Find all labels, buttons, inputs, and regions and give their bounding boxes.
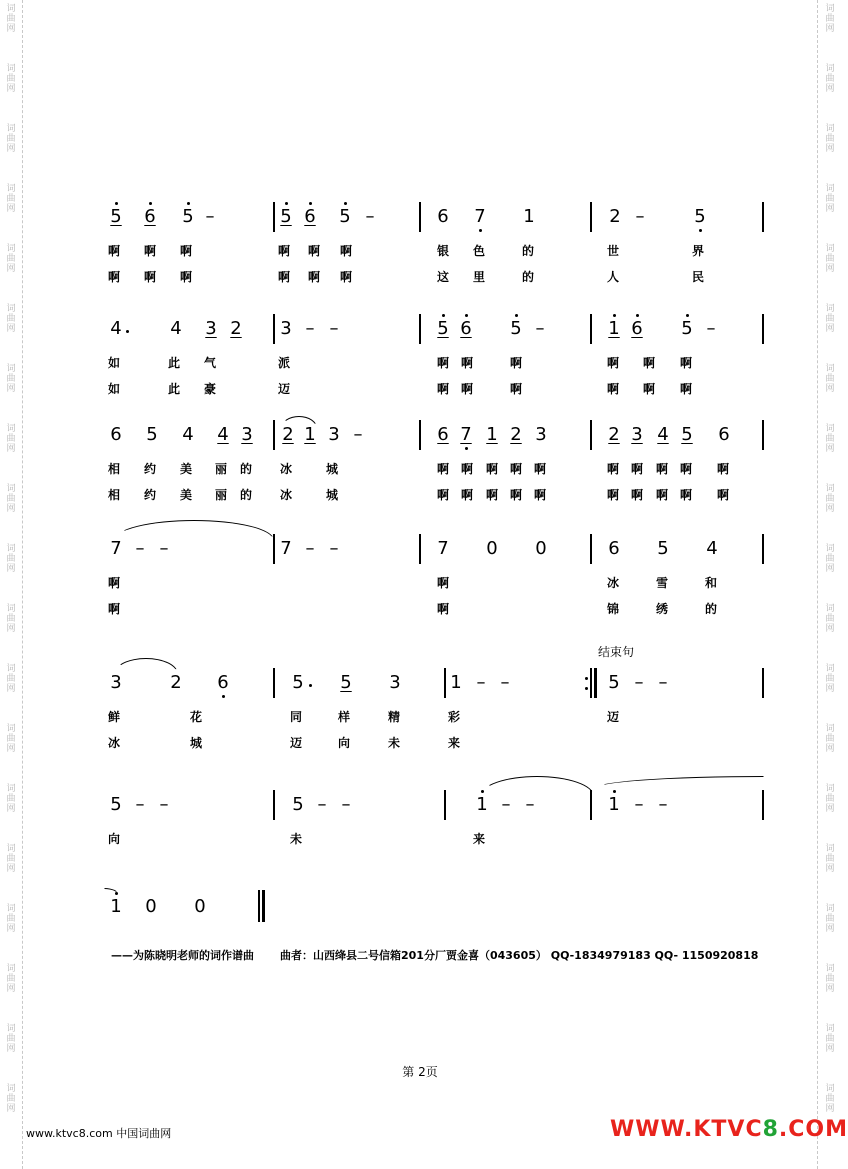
bar-line bbox=[273, 202, 275, 232]
note: 1 bbox=[106, 897, 126, 917]
note-dash: – bbox=[658, 672, 668, 693]
lyric: 的 bbox=[522, 270, 535, 284]
bar-line bbox=[273, 668, 275, 698]
bar-line bbox=[590, 534, 592, 564]
note-dash: – bbox=[305, 318, 315, 339]
watermark-text: 词 曲 网 bbox=[6, 4, 16, 34]
lyric: 啊 bbox=[461, 382, 474, 396]
lyric: 色 bbox=[473, 244, 486, 258]
note: 4 bbox=[706, 538, 718, 559]
note: 1 bbox=[486, 424, 498, 445]
tie bbox=[114, 520, 274, 540]
note: 5 bbox=[106, 207, 126, 227]
lyric: 丽 bbox=[215, 488, 228, 502]
watermark-text: 词 曲 网 bbox=[6, 604, 16, 634]
lyric: 未 bbox=[388, 736, 401, 750]
lyric: 啊 bbox=[631, 462, 644, 476]
note: 1 bbox=[472, 795, 492, 815]
lyric: 彩 bbox=[448, 710, 461, 724]
watermark-text: 词 曲 网 bbox=[6, 1024, 16, 1054]
lyric: 绣 bbox=[656, 602, 669, 616]
note-dash: – bbox=[476, 672, 486, 693]
lyric: 锦 bbox=[607, 602, 620, 616]
lyric: 啊 bbox=[144, 244, 157, 258]
lyric: 世 bbox=[607, 244, 620, 258]
note: 6 bbox=[110, 424, 122, 445]
watermark-text: 词 曲 网 bbox=[825, 604, 835, 634]
note: 2 bbox=[282, 424, 294, 445]
note-dash: – bbox=[658, 794, 668, 815]
site-link-left[interactable]: www.ktvc8.com 中国词曲网 bbox=[26, 1127, 172, 1140]
lyric: 啊 bbox=[437, 488, 450, 502]
lyric: 迈 bbox=[278, 382, 291, 396]
note: 6 bbox=[300, 207, 320, 227]
lyric: 啊 bbox=[108, 270, 121, 284]
note-dash: – bbox=[706, 318, 716, 339]
lyric: 啊 bbox=[144, 270, 157, 284]
watermark-text: 词 曲 网 bbox=[825, 124, 835, 154]
note: 1 bbox=[450, 672, 462, 693]
lyric: 来 bbox=[448, 736, 461, 750]
lyric: 雪 bbox=[656, 576, 669, 590]
lyric: 未 bbox=[290, 832, 303, 846]
bar-line bbox=[273, 420, 275, 450]
lyric: 丽 bbox=[215, 462, 228, 476]
augmentation-dot bbox=[126, 330, 129, 333]
bar-line bbox=[590, 790, 592, 820]
lyric: 啊 bbox=[656, 462, 669, 476]
note: 5 bbox=[276, 207, 296, 227]
lyric: 啊 bbox=[108, 244, 121, 258]
lyric: 啊 bbox=[461, 356, 474, 370]
note-dash: – bbox=[341, 794, 351, 815]
watermark-text: 词 曲 网 bbox=[6, 304, 16, 334]
lyric: 啊 bbox=[510, 462, 523, 476]
lyric: 美 bbox=[180, 462, 193, 476]
bar-line bbox=[590, 420, 592, 450]
note: 2 bbox=[510, 424, 522, 445]
watermark-text: 词 曲 网 bbox=[825, 724, 835, 754]
lyric: 啊 bbox=[486, 462, 499, 476]
bar-line bbox=[419, 314, 421, 344]
note: 5 bbox=[146, 424, 158, 445]
bar-line bbox=[762, 314, 764, 344]
repeat-dot bbox=[585, 687, 588, 690]
bar-line bbox=[762, 668, 764, 698]
lyric: 和 bbox=[705, 576, 718, 590]
note: 3 bbox=[631, 424, 643, 445]
bar-line bbox=[590, 314, 592, 344]
watermark-text: 词 曲 网 bbox=[825, 364, 835, 394]
lyric: 约 bbox=[144, 462, 157, 476]
bar-line bbox=[419, 534, 421, 564]
lyric: 啊 bbox=[278, 244, 291, 258]
bar-line bbox=[762, 420, 764, 450]
ending-label: 结束句 bbox=[598, 645, 635, 659]
lyric: 啊 bbox=[461, 462, 474, 476]
tie bbox=[480, 776, 594, 796]
bar-line bbox=[590, 202, 592, 232]
lyric: 啊 bbox=[643, 382, 656, 396]
lyric: 相 bbox=[108, 462, 121, 476]
note: 4 bbox=[182, 424, 194, 445]
lyric: 啊 bbox=[308, 244, 321, 258]
lyric: 城 bbox=[326, 462, 339, 476]
note: 0 bbox=[194, 896, 206, 917]
watermark-text: 词 曲 网 bbox=[6, 544, 16, 574]
note: 6 bbox=[213, 673, 233, 693]
lyric: 啊 bbox=[437, 602, 450, 616]
lyric: 这 bbox=[437, 270, 450, 284]
note: 6 bbox=[140, 207, 160, 227]
lyric: 鲜 bbox=[108, 710, 121, 724]
note-dash: – bbox=[525, 794, 535, 815]
note-dash: – bbox=[317, 794, 327, 815]
note: 4 bbox=[170, 318, 182, 339]
note-dash: – bbox=[135, 538, 145, 559]
repeat-dot bbox=[585, 677, 588, 680]
note: 4 bbox=[657, 424, 669, 445]
lyric: 派 bbox=[278, 356, 291, 370]
bar-line bbox=[273, 534, 275, 564]
note: 3 bbox=[280, 318, 292, 339]
lyric: 人 bbox=[607, 270, 620, 284]
lyric: 城 bbox=[326, 488, 339, 502]
repeat-bar-thin bbox=[590, 668, 592, 698]
composer-info: 曲者：山西绛县二号信箱201分厂贾金喜（043605） QQ-1834979183 QQ- 1150920818 bbox=[280, 949, 759, 962]
note: 7 bbox=[110, 538, 122, 559]
note: 5 bbox=[690, 207, 710, 227]
dedication: ——为陈晓明老师的词作谱曲 bbox=[111, 949, 254, 962]
watermark-text: 词 曲 网 bbox=[6, 364, 16, 394]
watermark-text: 词 曲 网 bbox=[6, 1084, 16, 1114]
note: 6 bbox=[437, 206, 449, 227]
watermark-text: 词 曲 网 bbox=[825, 304, 835, 334]
bar-line bbox=[444, 790, 446, 820]
lyric: 向 bbox=[108, 832, 121, 846]
lyric: 啊 bbox=[510, 488, 523, 502]
bar-line bbox=[419, 420, 421, 450]
augmentation-dot bbox=[309, 684, 312, 687]
bar-line bbox=[762, 790, 764, 820]
tie bbox=[104, 888, 120, 896]
note: 6 bbox=[456, 319, 476, 339]
lyric: 啊 bbox=[607, 488, 620, 502]
lyric: 的 bbox=[240, 488, 253, 502]
note: 5 bbox=[292, 794, 304, 815]
note: 5 bbox=[340, 672, 352, 693]
watermark-text: 词 曲 网 bbox=[825, 964, 835, 994]
logo-text-b: 8 bbox=[762, 1117, 779, 1142]
lyric: 啊 bbox=[461, 488, 474, 502]
note: 5 bbox=[335, 207, 355, 227]
note-dash: – bbox=[353, 424, 363, 445]
lyric: 民 bbox=[692, 270, 705, 284]
lyric: 城 bbox=[190, 736, 203, 750]
note: 3 bbox=[389, 672, 401, 693]
note-dash: – bbox=[501, 794, 511, 815]
lyric: 冰 bbox=[108, 736, 121, 750]
lyric: 迈 bbox=[290, 736, 303, 750]
note-dash: – bbox=[500, 672, 510, 693]
repeat-bar-thick bbox=[594, 668, 597, 698]
watermark-text: 词 曲 网 bbox=[6, 844, 16, 874]
final-bar-thick bbox=[262, 890, 265, 922]
lyric: 啊 bbox=[437, 576, 450, 590]
lyric: 冰 bbox=[280, 462, 293, 476]
note: 2 bbox=[609, 206, 621, 227]
logo-text-c: .COM bbox=[778, 1117, 848, 1142]
lyric: 花 bbox=[190, 710, 203, 724]
slur bbox=[114, 658, 178, 674]
bar-line bbox=[273, 314, 275, 344]
note: 4 bbox=[217, 424, 229, 445]
note: 3 bbox=[110, 672, 122, 693]
note-dash: – bbox=[634, 794, 644, 815]
note-dash: – bbox=[634, 672, 644, 693]
final-bar-thin bbox=[258, 890, 260, 922]
note: 7 bbox=[280, 538, 292, 559]
note: 3 bbox=[535, 424, 547, 445]
note-dash: – bbox=[159, 538, 169, 559]
note: 2 bbox=[608, 424, 620, 445]
watermark-text: 词 曲 网 bbox=[825, 1024, 835, 1054]
lyric: 气 bbox=[204, 356, 217, 370]
lyric: 啊 bbox=[607, 462, 620, 476]
lyric: 界 bbox=[692, 244, 705, 258]
lyric: 冰 bbox=[280, 488, 293, 502]
note: 6 bbox=[608, 538, 620, 559]
lyric: 啊 bbox=[308, 270, 321, 284]
note-dash: – bbox=[535, 318, 545, 339]
lyric: 的 bbox=[705, 602, 718, 616]
lyric: 如 bbox=[108, 356, 121, 370]
lyric: 银 bbox=[437, 244, 450, 258]
bar-line bbox=[762, 202, 764, 232]
lyric: 啊 bbox=[680, 356, 693, 370]
note: 3 bbox=[241, 424, 253, 445]
lyric: 啊 bbox=[180, 270, 193, 284]
watermark-text: 词 曲 网 bbox=[825, 64, 835, 94]
lyric: 相 bbox=[108, 488, 121, 502]
note: 6 bbox=[718, 424, 730, 445]
watermark-text: 词 曲 网 bbox=[825, 484, 835, 514]
note-dash: – bbox=[135, 794, 145, 815]
logo-text-a: WWW.KTVC bbox=[610, 1117, 763, 1142]
footer-credit bbox=[111, 947, 784, 963]
lyric: 美 bbox=[180, 488, 193, 502]
watermark-text: 词 曲 网 bbox=[825, 244, 835, 274]
lyric: 啊 bbox=[534, 488, 547, 502]
lyric: 啊 bbox=[680, 382, 693, 396]
note-dash: – bbox=[305, 538, 315, 559]
lyric: 向 bbox=[338, 736, 351, 750]
lyric: 豪 bbox=[204, 382, 217, 396]
watermark-text: 词 曲 网 bbox=[6, 904, 16, 934]
note: 0 bbox=[535, 538, 547, 559]
watermark-text: 词 曲 网 bbox=[825, 664, 835, 694]
note: 5 bbox=[657, 538, 669, 559]
watermark-text: 词 曲 网 bbox=[825, 4, 835, 34]
watermark-text: 词 曲 网 bbox=[825, 544, 835, 574]
lyric: 同 bbox=[290, 710, 303, 724]
lyric: 啊 bbox=[486, 488, 499, 502]
note: 2 bbox=[230, 318, 242, 339]
lyric: 啊 bbox=[680, 488, 693, 502]
lyric: 啊 bbox=[680, 462, 693, 476]
bar-line bbox=[419, 202, 421, 232]
note: 5 bbox=[178, 207, 198, 227]
watermark-text: 词 曲 网 bbox=[825, 424, 835, 454]
watermark-text: 词 曲 网 bbox=[6, 124, 16, 154]
note-dash: – bbox=[329, 318, 339, 339]
bar-line bbox=[762, 534, 764, 564]
lyric: 约 bbox=[144, 488, 157, 502]
note: 1 bbox=[604, 795, 624, 815]
watermark-text: 词 曲 网 bbox=[825, 784, 835, 814]
lyric: 此 bbox=[168, 356, 181, 370]
note: 1 bbox=[604, 319, 624, 339]
lyric: 啊 bbox=[534, 462, 547, 476]
lyric: 啊 bbox=[437, 356, 450, 370]
lyric: 冰 bbox=[607, 576, 620, 590]
lyric: 此 bbox=[168, 382, 181, 396]
lyric: 啊 bbox=[717, 462, 730, 476]
lyric: 里 bbox=[473, 270, 486, 284]
lyric: 如 bbox=[108, 382, 121, 396]
note: 7 bbox=[437, 538, 449, 559]
lyric: 来 bbox=[473, 832, 486, 846]
tie bbox=[596, 776, 764, 788]
lyric: 啊 bbox=[180, 244, 193, 258]
note: 6 bbox=[437, 424, 449, 445]
lyric: 啊 bbox=[278, 270, 291, 284]
watermark-text: 词 曲 网 bbox=[6, 784, 16, 814]
watermark-text: 词 曲 网 bbox=[6, 724, 16, 754]
watermark-text: 词 曲 网 bbox=[6, 484, 16, 514]
note: 5 bbox=[110, 794, 122, 815]
lyric: 啊 bbox=[510, 356, 523, 370]
page-number: 第 2页 bbox=[402, 1065, 438, 1079]
note-dash: – bbox=[205, 206, 215, 227]
lyric: 啊 bbox=[643, 356, 656, 370]
lyric: 啊 bbox=[631, 488, 644, 502]
lyric: 的 bbox=[240, 462, 253, 476]
watermark-text: 词 曲 网 bbox=[825, 844, 835, 874]
lyric: 啊 bbox=[437, 382, 450, 396]
note: 5 bbox=[681, 424, 693, 445]
bar-line bbox=[273, 790, 275, 820]
note-dash: – bbox=[365, 206, 375, 227]
lyric: 啊 bbox=[717, 488, 730, 502]
lyric: 啊 bbox=[656, 488, 669, 502]
lyric: 迈 bbox=[607, 710, 620, 724]
note: 3 bbox=[328, 424, 340, 445]
lyric: 精 bbox=[388, 710, 401, 724]
lyric: 啊 bbox=[340, 270, 353, 284]
lyric: 啊 bbox=[340, 244, 353, 258]
note: 6 bbox=[627, 319, 647, 339]
note: 0 bbox=[145, 896, 157, 917]
note: 7 bbox=[456, 425, 476, 445]
lyric: 啊 bbox=[607, 382, 620, 396]
note: 5 bbox=[608, 672, 620, 693]
note: 3 bbox=[205, 318, 217, 339]
lyric: 啊 bbox=[607, 356, 620, 370]
watermark-text: 词 曲 网 bbox=[6, 64, 16, 94]
watermark-text: 词 曲 网 bbox=[825, 184, 835, 214]
note: 2 bbox=[170, 672, 182, 693]
note: 7 bbox=[470, 207, 490, 227]
note: 5 bbox=[433, 319, 453, 339]
note-dash: – bbox=[329, 538, 339, 559]
lyric: 的 bbox=[522, 244, 535, 258]
lyric: 啊 bbox=[108, 602, 121, 616]
watermark-text: 词 曲 网 bbox=[6, 964, 16, 994]
note: 1 bbox=[523, 206, 535, 227]
watermark-text: 词 曲 网 bbox=[825, 1084, 835, 1114]
note: 0 bbox=[486, 538, 498, 559]
lyric: 啊 bbox=[510, 382, 523, 396]
note-dash: – bbox=[635, 206, 645, 227]
watermark-text: 词 曲 网 bbox=[6, 424, 16, 454]
note: 4 bbox=[110, 318, 122, 339]
watermark-text: 词 曲 网 bbox=[825, 904, 835, 934]
watermark-text: 词 曲 网 bbox=[6, 184, 16, 214]
lyric: 样 bbox=[338, 710, 351, 724]
note: 5 bbox=[677, 319, 697, 339]
watermark-text: 词 曲 网 bbox=[6, 244, 16, 274]
lyric: 啊 bbox=[437, 462, 450, 476]
note-dash: – bbox=[159, 794, 169, 815]
site-logo-right[interactable] bbox=[610, 1117, 848, 1142]
note: 5 bbox=[292, 672, 304, 693]
note: 5 bbox=[506, 319, 526, 339]
lyric: 啊 bbox=[108, 576, 121, 590]
note: 1 bbox=[304, 424, 316, 445]
watermark-text: 词 曲 网 bbox=[6, 664, 16, 694]
